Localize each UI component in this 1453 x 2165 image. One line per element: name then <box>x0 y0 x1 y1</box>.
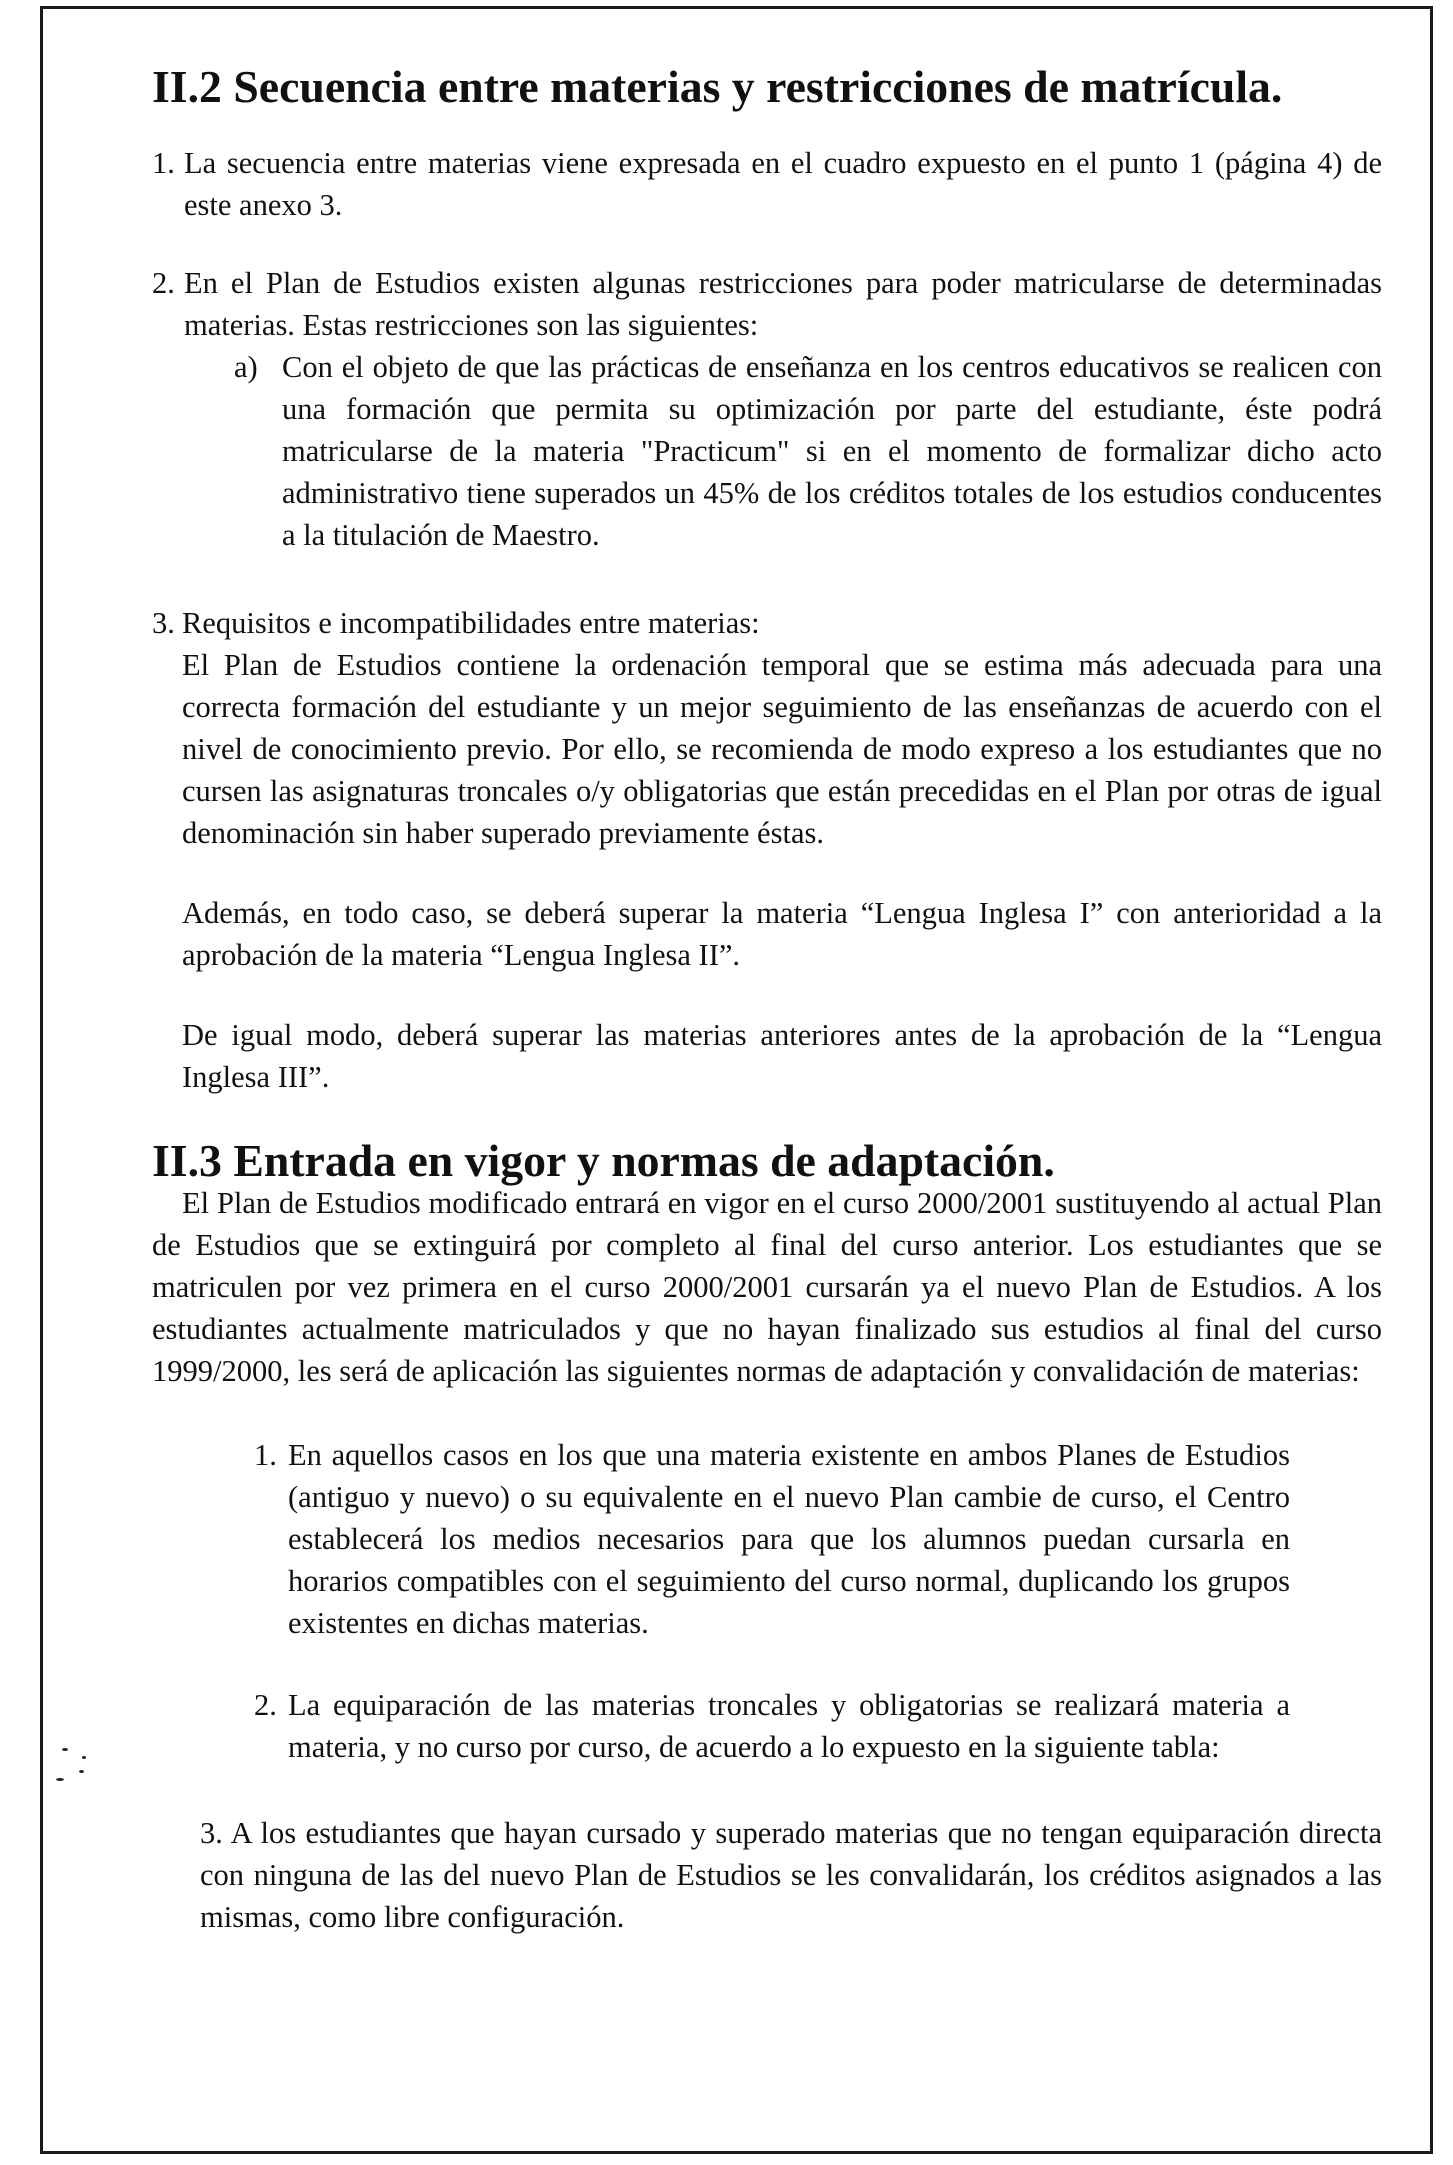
list-item-2a <box>234 346 1382 556</box>
scan-speck <box>62 1748 68 1751</box>
paragraph-requisitos: El Plan de Estudios contiene la ordenación temporal que se estima más adecuada para una correcta formación del estudiante y un mejor seguimiento de las enseñanzas de acuerdo con el nivel de conocimiento previo. Por ello, se recomienda de modo expreso a los estudiantes que no cursen las asignaturas troncales o/y obligatorias que están precedidas en el Plan por otras de igual denominación sin haber superado previamente éstas. <box>182 648 1382 850</box>
rule-item-2 <box>254 1684 1290 1768</box>
list-number: 2. <box>254 1688 277 1722</box>
list-text: En aquellos casos en los que una materia existente en ambos Planes de Estudios (antiguo y nuevo) o su equivalente en el nuevo Plan cambie de curso, el Centro establecerá los medios necesarios para que los alumnos puedan cursarla en horarios compatibles con el seguimiento del curso normal, duplicando los grupos existentes en dichas materias. <box>288 1438 1290 1640</box>
scan-speck <box>82 1756 86 1759</box>
section-heading-ii-3: II.3 Entrada en vigor y normas de adaptación. <box>152 1135 1055 1186</box>
paragraph-lengua-inglesa-iii: De igual modo, deberá superar las materias anteriores antes de la aprobación de la “Lengua Inglesa III”. <box>182 1018 1382 1094</box>
list-number: 3. <box>200 1816 223 1850</box>
list-text: Con el objeto de que las prácticas de enseñanza en los centros educativos se realicen con una formación que permita su optimización por parte del estudiante, éste podrá matricularse de la materia "Practicum" si en el momento de formalizar dicho acto administrativo tiene superados un 45% de los créditos totales de los estudios conducentes a la titulación de Maestro. <box>282 350 1382 552</box>
rule-item-1 <box>254 1434 1290 1644</box>
list-text: La secuencia entre materias viene expresada en el cuadro expuesto en el punto 1 (página 4) de este anexo 3. <box>184 146 1382 222</box>
list-text: A los estudiantes que hayan cursado y superado materias que no tengan equiparación directa con ninguna de las del nuevo Plan de Estudios se les convalidarán, los créditos asignados a las mismas, como libre configuración. <box>200 1816 1382 1934</box>
list-number: 1. <box>152 146 175 180</box>
document-body <box>152 61 1382 1938</box>
adaptation-rules-list <box>254 1434 1290 1768</box>
list-item-2 <box>152 262 1382 346</box>
paragraph-entrada-en-vigor: El Plan de Estudios modificado entrará en vigor en el curso 2000/2001 sustituyendo al actual Plan de Estudios que se extinguirá por completo al final del curso anterior. Los estudiantes que se matriculen por vez primera en el curso 2000/2001 cursarán ya el nuevo Plan de Estudios. A los estudiantes actualmente matriculados y que no hayan finalizado sus estudios al final del curso 1999/2000, les será de aplicación las siguientes normas de adaptación y convalidación de materias: <box>152 1186 1382 1388</box>
list-letter: a) <box>234 350 258 384</box>
list-title: Requisitos e incompatibilidades entre materias: <box>182 606 760 640</box>
paragraph-lengua-inglesa-ii: Además, en todo caso, se deberá superar la materia “Lengua Inglesa I” con anterioridad a la aprobación de la materia “Lengua Inglesa II”. <box>182 896 1382 972</box>
list-item-3 <box>152 602 1382 644</box>
rule-item-3 <box>200 1812 1382 1938</box>
scan-speck <box>56 1778 64 1781</box>
list-number: 1. <box>254 1438 277 1472</box>
list-text: La equiparación de las materias troncales y obligatorias se realizará materia a materia, y no curso por curso, de acuerdo a lo expuesto en la siguiente tabla: <box>288 1688 1290 1764</box>
list-item-1 <box>152 142 1382 226</box>
list-number: 3. <box>152 606 175 640</box>
scan-speck <box>79 1770 84 1773</box>
list-number: 2. <box>152 266 175 300</box>
section-heading-ii-2: II.2 Secuencia entre materias y restricciones de matrícula. <box>152 61 1283 112</box>
list-text: En el Plan de Estudios existen algunas restricciones para poder matricularse de determinadas materias. Estas restricciones son las siguientes: <box>184 266 1382 342</box>
